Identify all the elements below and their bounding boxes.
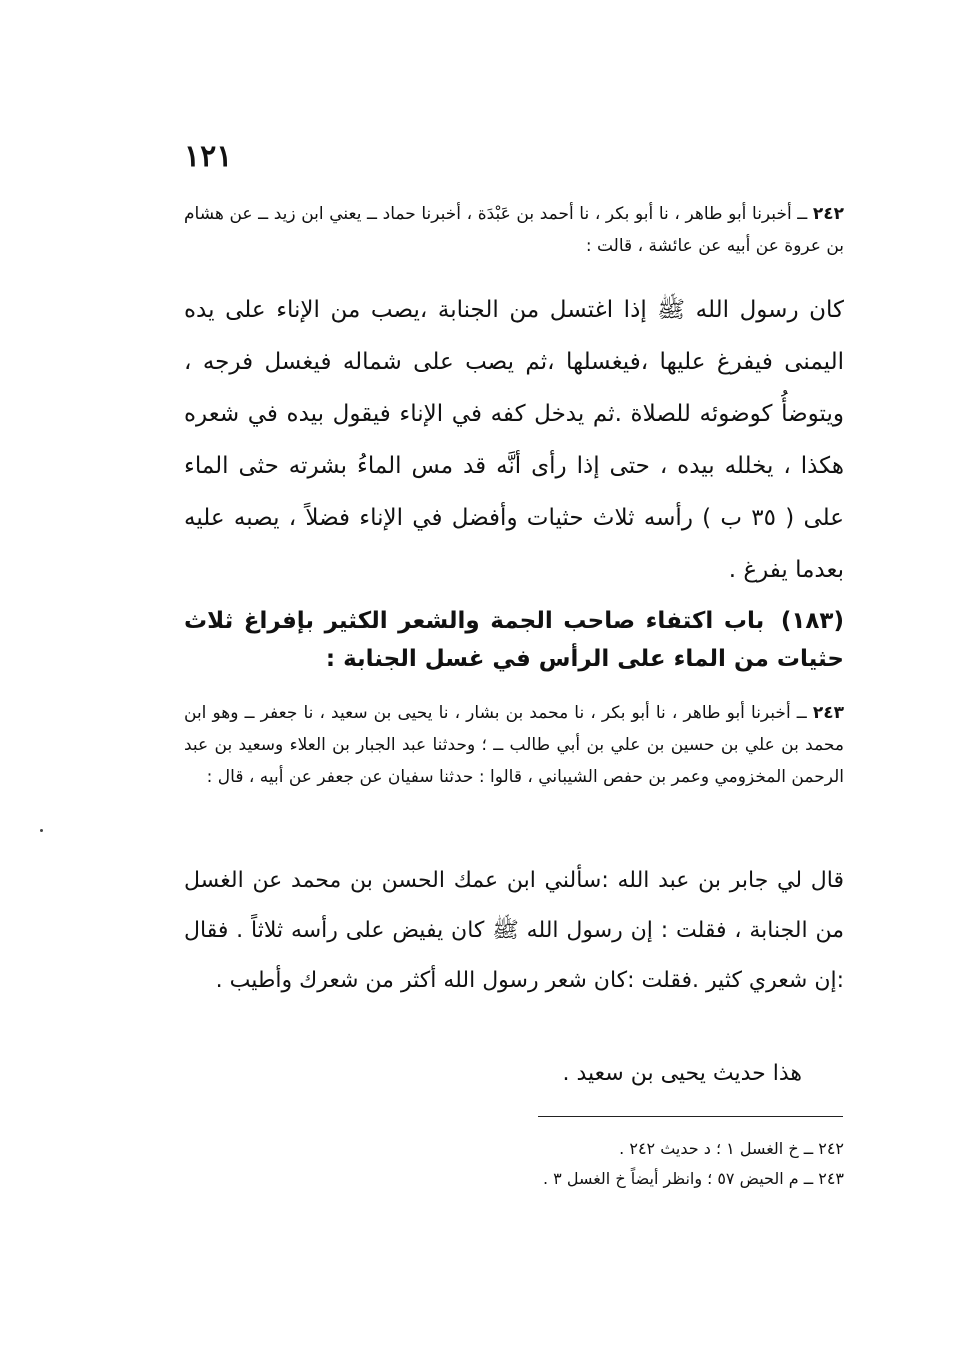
hadith-242-matn: كان رسول الله ﷺ إذا اغتسل من الجنابة ،يصب من الإناء على يده اليمنى فيفرغ عليها ،فيغسلها ،ثم يصب على شماله فيغسل فرجه ، ويتوضأُ كوضوئه للصلاة .ثم يدخل كفه في الإناء فيقول بيده في شعره هكذا ، يخلله بيده ، حتى إذا رأى أنَّه قد مس الماءُ بشرته حثى الماء على ( ٣٥ ب ) رأسه ثلاث حثيات وأفضل في الإناء فضلاً ، يصبه عليه بعدما يفرغ .: [184, 297, 844, 583]
hadith-242-isnad-text: ــ أخبرنا أبو طاهر ، نا أبو بكر ، نا أحمد بن عَبْدَة ، أخبرنا حماد ــ يعني ابن زيد ــ عن هشام بن عروة عن أبيه عن عائشة ، قالت :: [184, 204, 844, 256]
footnote-divider: [538, 1116, 843, 1117]
hadith-243-closing: هذا حديث يحيى بن سعيد .: [562, 1061, 802, 1086]
page-number: ١٢١: [184, 139, 233, 174]
footnote-242: ٢٤٢ ــ خ الغسل ١ ؛ د حديث ٢٤٢ .: [619, 1139, 844, 1158]
footnotes: [184, 1134, 844, 1194]
hadith-243-isnad: [184, 697, 844, 793]
chapter-183-title: باب اكتفاء صاحب الجمة والشعر الكثير بإفراغ ثلاث حثيات من الماء على الرأس في غسل الجنابة :: [184, 608, 844, 672]
chapter-183-number: (١٨٣): [780, 608, 844, 634]
chapter-183-heading: [184, 602, 844, 678]
hadith-243-isnad-text: ــ أخبرنا أبو طاهر ، نا أبو بكر ، نا محمد بن بشار ، نا يحيى بن سعيد ، نا جعفر ــ وهو ابن محمد بن علي بن حسين بن علي بن أبي طالب ــ ؛ وحدثنا عبد الجبار بن العلاء وسعيد بن عبد الرحمن المخزومي وعمر بن حفص الشيباني ، قالوا : حدثنا سفيان عن جعفر عن أبيه ، قال :: [184, 703, 844, 787]
hadith-243-number: ٢٤٣: [812, 703, 845, 723]
hadith-242-number: ٢٤٢: [812, 204, 845, 224]
hadith-242-isnad: [184, 198, 844, 262]
footnote-243: ٢٤٣ ــ م الحيض ٥٧ ؛ وانظر أيضاً خ الغسل ٣ .: [542, 1169, 844, 1188]
scan-speck: [40, 829, 43, 832]
hadith-243-matn: قال لي جابر بن عبد الله :سألني ابن عمك الحسن بن محمد عن الغسل من الجنابة ، فقلت : إن رسول الله ﷺ كان يفيض على رأسه ثلاثاً . فقال :إن شعري كثير .فقلت :كان شعر رسول الله أكثر من شعرك وأطيب .: [184, 868, 844, 993]
